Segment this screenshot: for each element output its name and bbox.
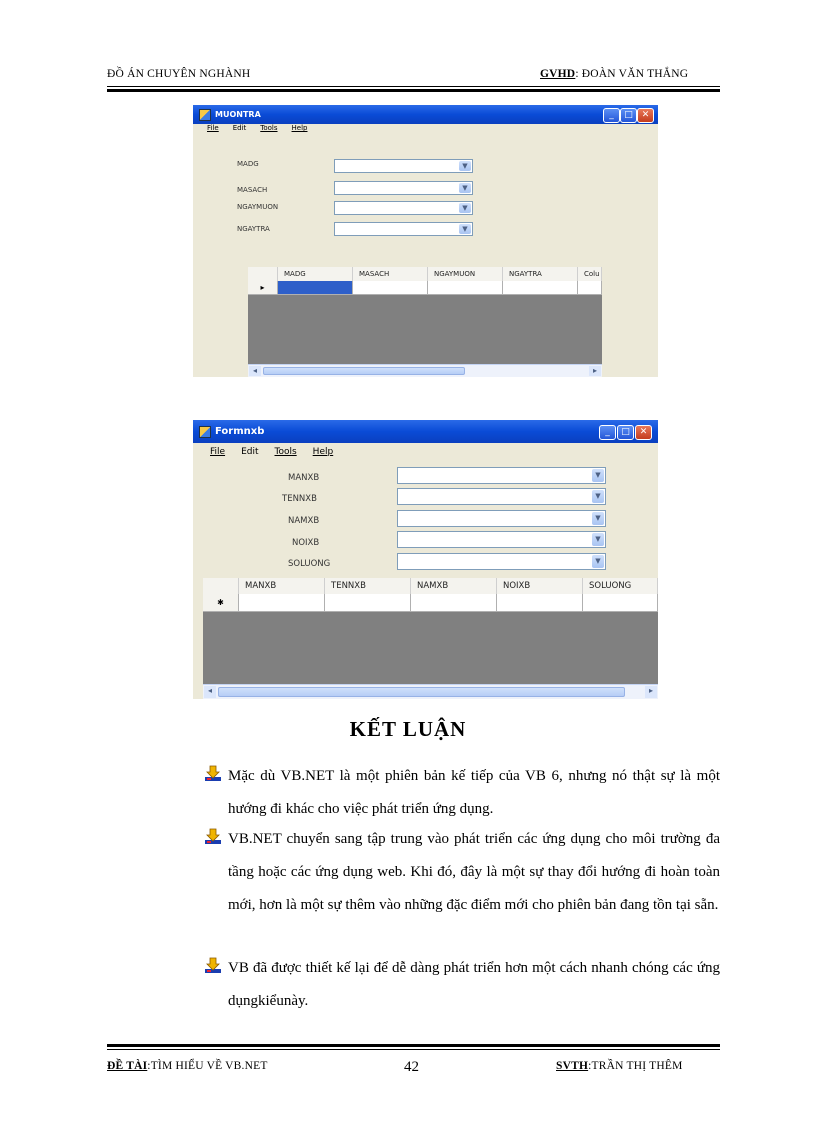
header-sep: : <box>575 68 579 80</box>
header-right <box>540 68 688 80</box>
menu-tools[interactable]: Tools <box>260 124 278 132</box>
column-header[interactable]: NGAYTRA <box>503 267 578 281</box>
field-label-madg: MADG <box>237 160 259 168</box>
menu-tools[interactable]: Tools <box>274 447 297 457</box>
footer-left <box>107 1060 268 1072</box>
field-label-noixb: NOIXB <box>292 538 320 548</box>
close-button[interactable]: ✕ <box>635 425 652 440</box>
field-label-namxb: NAMXB <box>288 516 320 526</box>
conclusion-heading: KẾT LUẬN <box>349 717 467 741</box>
chevron-down-icon[interactable]: ▼ <box>459 183 471 193</box>
muontra-window <box>193 105 658 377</box>
close-button[interactable]: ✕ <box>637 108 654 123</box>
chevron-down-icon[interactable]: ▼ <box>459 224 471 234</box>
grid-cell[interactable] <box>497 594 583 612</box>
column-header[interactable]: MADG <box>278 267 353 281</box>
ngaytra-combo[interactable] <box>334 222 473 236</box>
column-header[interactable]: SOLUONG <box>583 578 658 594</box>
column-header[interactable]: MASACH <box>353 267 428 281</box>
scroll-thumb[interactable] <box>263 367 465 375</box>
bullet-arrow-icon <box>204 828 222 846</box>
minimize-button[interactable]: _ <box>603 108 620 123</box>
chevron-down-icon[interactable]: ▼ <box>459 203 471 213</box>
scroll-left-icon[interactable]: ◂ <box>204 686 216 698</box>
footer-topic: :TÌM HIỂU VỀ VB.NET <box>147 1060 268 1072</box>
grid-cell[interactable] <box>583 594 658 612</box>
field-label-tennxb: TENNXB <box>282 494 317 504</box>
column-header[interactable]: NGAYMUON <box>428 267 503 281</box>
footer-rule-thick <box>107 1044 720 1047</box>
header-gvhd-label: GVHD <box>540 68 576 80</box>
grid-cell[interactable] <box>411 594 497 612</box>
soluong-combo[interactable] <box>397 553 606 570</box>
field-label-ngaymuon: NGAYMUON <box>237 203 279 211</box>
field-label-soluong: SOLUONG <box>288 559 331 569</box>
new-row-icon: ✱ <box>203 594 239 612</box>
grid-cell[interactable] <box>503 281 578 295</box>
chevron-down-icon[interactable]: ▼ <box>592 533 604 546</box>
menu-edit[interactable]: Edit <box>241 447 259 457</box>
grid-hscrollbar[interactable] <box>248 364 602 377</box>
grid-corner <box>203 578 239 594</box>
grid-corner <box>248 267 278 281</box>
masach-combo[interactable] <box>334 181 473 195</box>
footer-detai-label: ĐỀ TÀI <box>107 1060 148 1072</box>
grid-cell[interactable] <box>428 281 503 295</box>
ngaymuon-combo[interactable] <box>334 201 473 215</box>
menu-file[interactable]: File <box>210 447 226 457</box>
app-icon <box>199 109 211 121</box>
formnxb-titlebar[interactable] <box>193 420 658 443</box>
grid-cell[interactable] <box>353 281 428 295</box>
bullet-paragraph-1: Mặc dù VB.NET là một phiên bản kế tiếp của VB 6, nhưng nó thật sự là một hướng đi khác cho việc phát triển ứng dụng. <box>228 768 720 817</box>
menu-edit[interactable]: Edit <box>232 124 247 132</box>
namxb-combo[interactable] <box>397 510 606 527</box>
row-marker-icon: ▸ <box>248 281 278 295</box>
grid-header <box>248 267 602 282</box>
muontra-menubar <box>193 124 658 138</box>
bullet-paragraph-2: VB.NET chuyển sang tập trung vào phát triển các ứng dụng cho môi trường đa tầng hoặc các ứng dụng web. Khi đó, đây là một sự thay đổi hướng đi hoàn toàn mới, hơn là một sự thêm vào những đặc điểm mới cho phiên bản đang tồn tại sẵn. <box>228 831 720 913</box>
footer-svth-label: SVTH <box>556 1060 589 1072</box>
column-header[interactable]: NOIXB <box>497 578 583 594</box>
column-header[interactable]: MANXB <box>239 578 325 594</box>
menu-help[interactable]: Help <box>291 124 308 132</box>
chevron-down-icon[interactable]: ▼ <box>592 469 604 482</box>
menu-help[interactable]: Help <box>312 447 334 457</box>
formnxb-window <box>193 420 658 699</box>
column-header[interactable]: NAMXB <box>411 578 497 594</box>
field-label-manxb: MANXB <box>288 473 320 483</box>
column-header[interactable]: Colu <box>578 267 602 281</box>
minimize-button[interactable]: _ <box>599 425 616 440</box>
muontra-titlebar[interactable] <box>193 105 658 124</box>
bullet-arrow-icon <box>204 957 222 975</box>
scroll-right-icon[interactable]: ▸ <box>645 686 657 698</box>
grid-new-row[interactable] <box>248 281 602 295</box>
header-rule-thin <box>107 86 720 87</box>
scroll-thumb[interactable] <box>218 687 625 697</box>
chevron-down-icon[interactable]: ▼ <box>592 512 604 525</box>
formnxb-datagrid[interactable] <box>203 578 658 699</box>
bullet-paragraph-3: VB đã được thiết kế lại để dễ dàng phát triển hơn một cách nhanh chóng các ứng dụngkiểunày. <box>228 960 720 1009</box>
chevron-down-icon[interactable]: ▼ <box>592 555 604 568</box>
scroll-right-icon[interactable]: ▸ <box>589 366 601 376</box>
footer-rule-thin <box>107 1049 720 1050</box>
header-left: ĐỒ ÁN CHUYÊN NGHÀNH <box>107 68 251 80</box>
muontra-datagrid[interactable] <box>248 267 602 377</box>
grid-cell[interactable] <box>325 594 411 612</box>
maximize-button[interactable]: □ <box>617 425 634 440</box>
grid-new-row[interactable] <box>203 594 658 612</box>
scroll-left-icon[interactable]: ◂ <box>249 366 261 376</box>
grid-cell[interactable] <box>239 594 325 612</box>
formnxb-title: Formnxb <box>215 426 265 437</box>
app-icon <box>199 426 211 438</box>
footer-student: :TRẦN THỊ THÊM <box>588 1060 683 1072</box>
menu-file[interactable]: File <box>207 124 219 132</box>
column-header[interactable]: TENNXB <box>325 578 411 594</box>
madg-combo[interactable] <box>334 159 473 173</box>
grid-cell[interactable] <box>578 281 602 295</box>
header-gvhd-name: ĐOÀN VĂN THẮNG <box>581 68 689 80</box>
grid-hscrollbar[interactable] <box>203 684 658 699</box>
tennxb-combo[interactable] <box>397 488 606 505</box>
footer-right <box>556 1060 683 1072</box>
header-rule-thick <box>107 89 720 92</box>
grid-cell-selected[interactable] <box>278 281 353 295</box>
chevron-down-icon[interactable]: ▼ <box>459 161 471 171</box>
chevron-down-icon[interactable]: ▼ <box>592 490 604 503</box>
manxb-combo[interactable] <box>397 467 606 484</box>
muontra-title: MUONTRA <box>215 110 261 119</box>
field-label-ngaytra: NGAYTRA <box>237 225 270 233</box>
grid-header <box>203 578 658 595</box>
page-number: 42 <box>404 1059 419 1075</box>
bullet-arrow-icon <box>204 765 222 783</box>
maximize-button[interactable]: □ <box>620 108 637 123</box>
field-label-masach: MASACH <box>237 186 268 194</box>
formnxb-menubar <box>193 447 658 461</box>
noixb-combo[interactable] <box>397 531 606 548</box>
